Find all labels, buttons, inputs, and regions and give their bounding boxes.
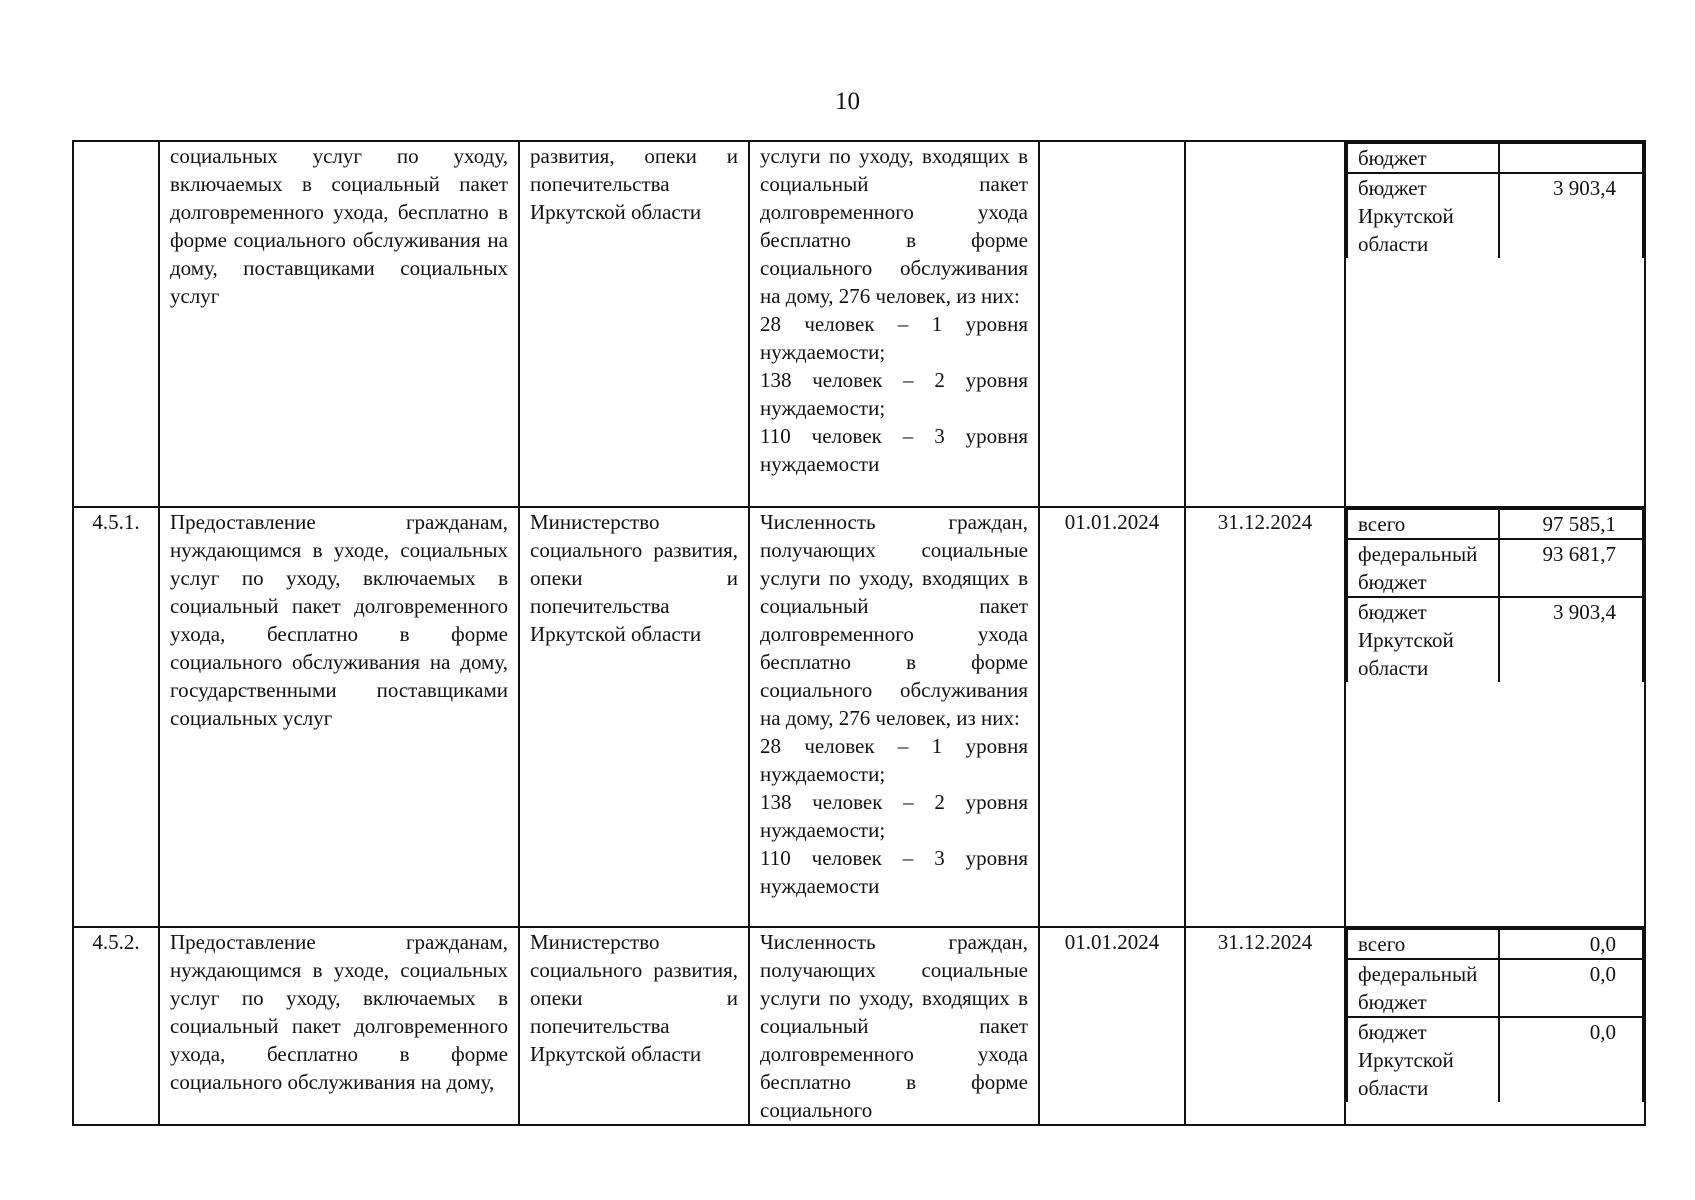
finance-source: федеральный бюджет [1347,539,1499,597]
indicator [749,141,1039,507]
responsible-executor: Министерство социального развития, опеки и попечительства Иркутской области [519,927,749,1125]
measure-name: социальных услуг по уходу, включаемых в социальный пакет долговременного ухода, бесплатно в форме социального обслуживания на дому, поставщиками социальных услуг [159,141,519,507]
finance-source: бюджет Иркутской области [1347,597,1499,682]
end-date: 31.12.2024 [1185,927,1345,1125]
indicator [749,927,1039,1125]
start-date [1039,141,1185,507]
row-number [73,141,159,507]
start-date: 01.01.2024 [1039,507,1185,927]
program-table [72,140,1646,1126]
finance-amount: 0,0 [1499,959,1643,1017]
finance-table [1346,508,1644,682]
indicator-level: 110 человек – 3 уровня нуждаемости [760,424,1028,476]
measure-name: Предоставление гражданам, нуждающимся в уходе, социальных услуг по уходу, включаемых в социальный пакет долговременного ухода, бесплатно в форме социального обслуживания на дому, государственными поставщиками социальных услуг [159,507,519,927]
row-number: 4.5.2. [73,927,159,1125]
finance-source: бюджет Иркутской области [1347,1017,1499,1102]
end-date: 31.12.2024 [1185,507,1345,927]
indicator-intro: Численность граждан, получающих социальные услуги по уходу, входящих в социальный пакет долговременного ухода бесплатно в форме социального обслуживания на дому, 276 человек, из них: [760,510,1028,730]
indicator-intro: услуги по уходу, входящих в социальный пакет долговременного ухода бесплатно в форме социального обслуживания на дому, 276 человек, из них: [760,144,1028,308]
finance-table [1346,928,1644,1102]
finance-amount: 3 903,4 [1499,597,1643,682]
finance-source: бюджет [1347,143,1499,173]
table-row [73,141,1645,507]
finance-source: бюджет Иркутской области [1347,173,1499,258]
finance-cell [1345,141,1645,507]
responsible-executor: Министерство социального развития, опеки и попечительства Иркутской области [519,507,749,927]
measure-name: Предоставление гражданам, нуждающимся в уходе, социальных услуг по уходу, включаемых в социальный пакет долговременного ухода, бесплатно в форме социального обслуживания на дому, [159,927,519,1125]
indicator-level: 110 человек – 3 уровня нуждаемости [760,846,1028,898]
finance-table [1346,142,1644,258]
indicator-level: 138 человек – 2 уровня нуждаемости; [760,790,1028,842]
finance-cell [1345,507,1645,927]
indicator-level: 138 человек – 2 уровня нуждаемости; [760,368,1028,420]
finance-amount: 93 681,7 [1499,539,1643,597]
row-number: 4.5.1. [73,507,159,927]
start-date: 01.01.2024 [1039,927,1185,1125]
indicator-level: 28 человек – 1 уровня нуждаемости; [760,734,1028,786]
finance-amount: 97 585,1 [1499,509,1643,539]
table-row [73,927,1645,1125]
indicator-intro: Численность граждан, получающих социальные услуги по уходу, входящих в социальный пакет долговременного ухода бесплатно в форме социального [760,930,1028,1122]
finance-source: всего [1347,929,1499,959]
end-date [1185,141,1345,507]
responsible-executor: развития, опеки и попечительства Иркутской области [519,141,749,507]
finance-source: всего [1347,509,1499,539]
finance-amount [1499,143,1643,173]
finance-cell [1345,927,1645,1125]
finance-amount: 0,0 [1499,1017,1643,1102]
finance-amount: 3 903,4 [1499,173,1643,258]
table-row [73,507,1645,927]
indicator-level: 28 человек – 1 уровня нуждаемости; [760,312,1028,364]
finance-amount: 0,0 [1499,929,1643,959]
page-number: 10 [835,88,860,115]
finance-source: федеральный бюджет [1347,959,1499,1017]
indicator [749,507,1039,927]
